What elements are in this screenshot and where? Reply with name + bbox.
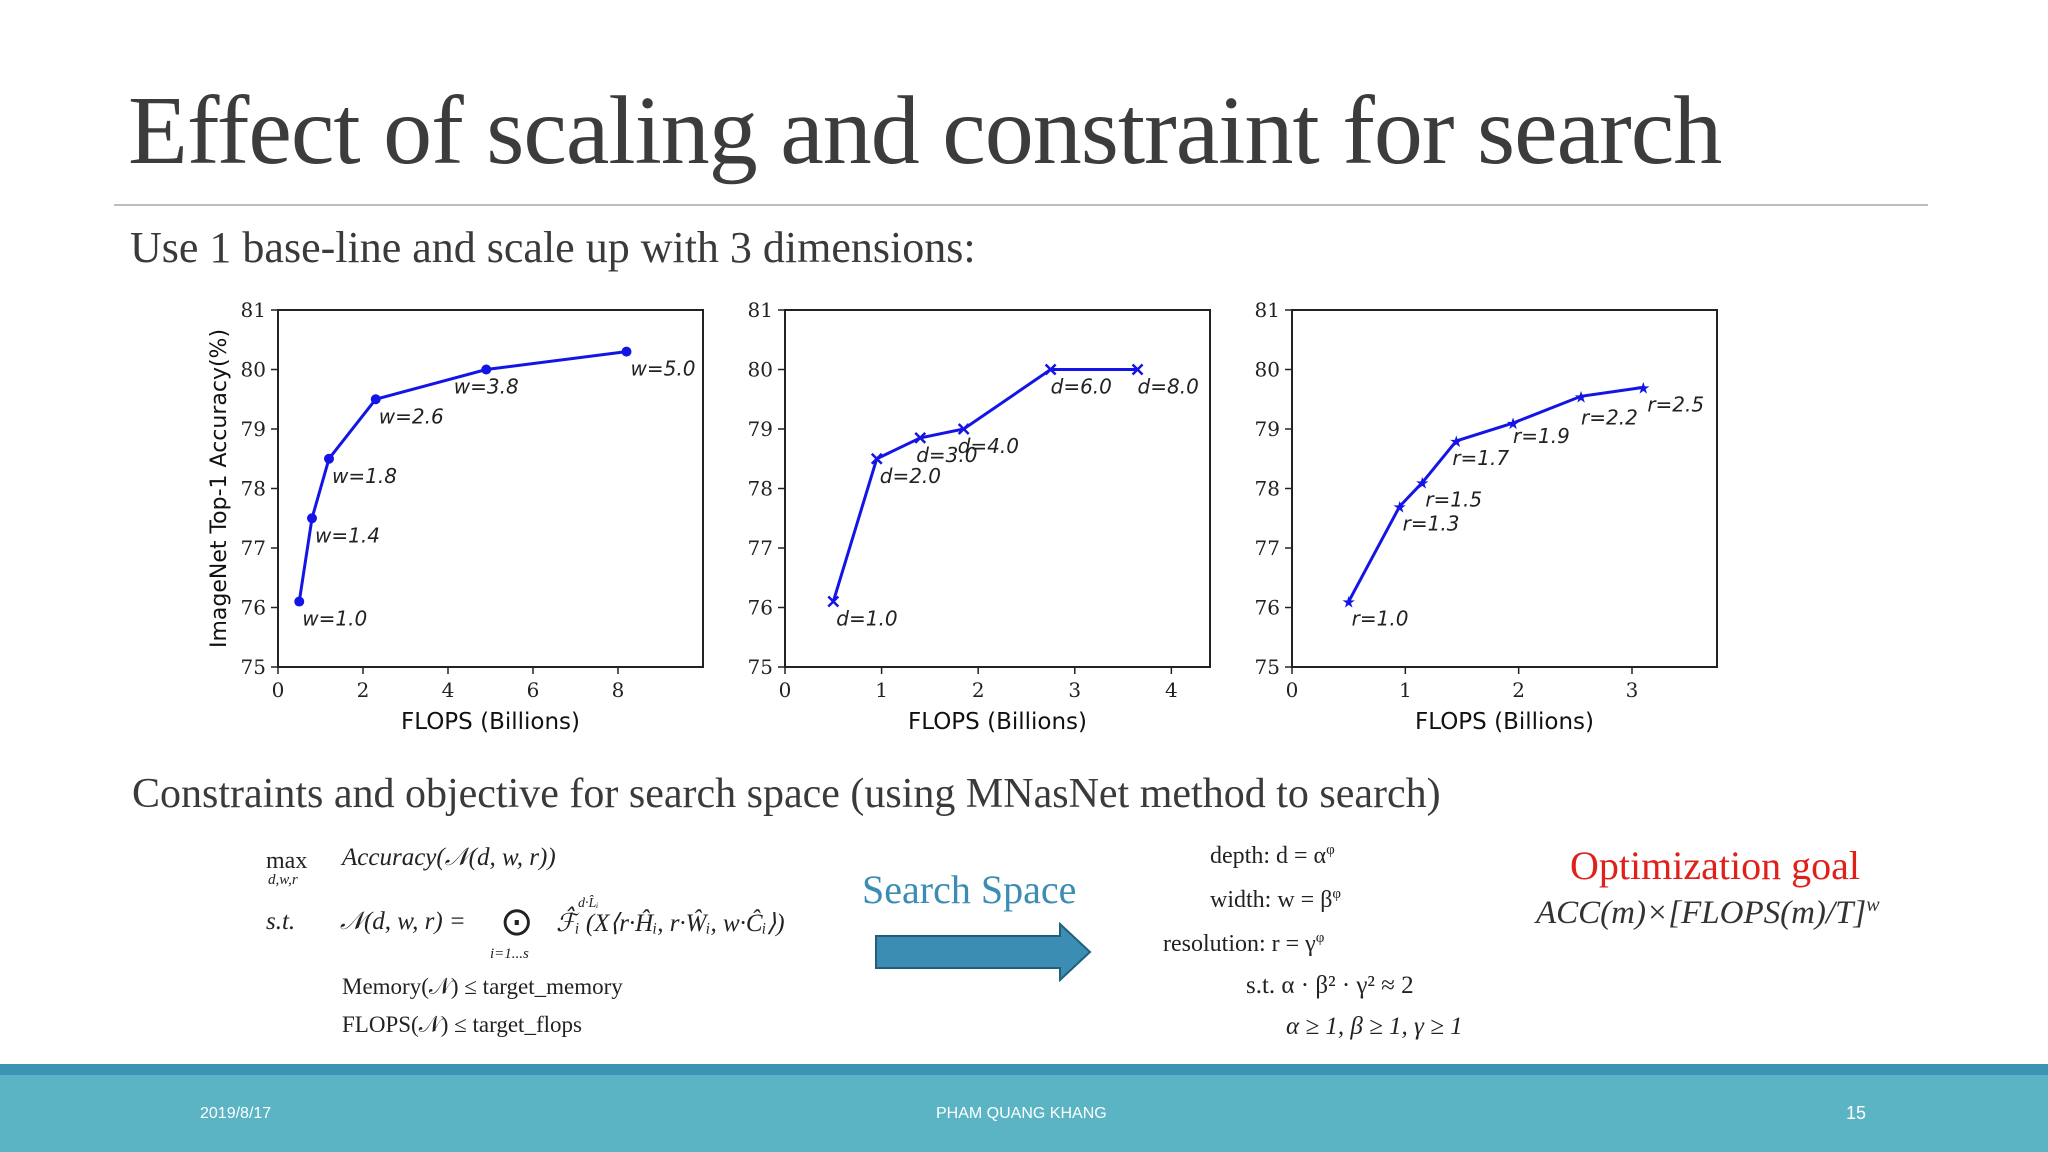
x-tick-label: 2 [971, 678, 985, 702]
formula-exp: w [1866, 894, 1880, 916]
y-tick-label: 81 [1254, 298, 1280, 322]
y-tick-label: 77 [1254, 536, 1280, 560]
st-label: s.t. [266, 908, 296, 935]
data-label: d=4.0 [957, 434, 1019, 458]
scaling-constraint: s.t. α · β² · γ² ≈ 2 [1246, 972, 1414, 999]
width-eq [1210, 886, 1341, 914]
scaling-bounds: α ≥ 1, β ≥ 1, γ ≥ 1 [1286, 1013, 1463, 1040]
resolution-exp: φ [1315, 930, 1325, 946]
y-tick-label: 80 [747, 357, 773, 382]
y-tick-label: 77 [240, 536, 266, 560]
data-label: d=3.0 [916, 442, 978, 467]
data-point [371, 394, 381, 404]
data-label: r=1.7 [1452, 445, 1510, 470]
data-label: w=1.8 [332, 463, 397, 488]
footer-date: 2019/8/17 [200, 1105, 272, 1122]
y-tick-label: 75 [747, 655, 773, 679]
data-point: ★ [1636, 378, 1651, 398]
y-tick-label: 75 [240, 655, 266, 679]
data-label: d=1.0 [836, 606, 898, 631]
data-label: w=2.6 [378, 404, 444, 429]
formula-text: ACC(m)×[FLOPS(m)/T] [1536, 895, 1867, 931]
width-exp: φ [1332, 886, 1342, 902]
objective-expr: Accuracy(𝒩(d, w, r)) [342, 844, 556, 871]
max-operator [266, 848, 307, 875]
depth-eq [1210, 842, 1335, 870]
y-axis-label: ImageNet Top-1 Accuracy(%) [207, 328, 232, 649]
data-point [294, 597, 304, 607]
optimization-formula [1536, 894, 1880, 932]
y-tick-label: 79 [747, 417, 773, 441]
footer-author: PHAM QUANG KHANG [936, 1105, 1107, 1122]
title-divider [114, 204, 1928, 206]
product-operator: ⊙ [500, 899, 534, 944]
x-tick-label: 0 [271, 678, 285, 702]
layer-expr: ℱ̂ᵢ (X⟨r·Ĥᵢ, r·Ŵᵢ, w·Ĉᵢ⟩) [556, 910, 785, 937]
data-label: r=2.2 [1581, 405, 1638, 430]
y-tick-label: 79 [1254, 417, 1280, 441]
x-tick-label: 4 [441, 678, 455, 702]
y-tick-label: 81 [240, 298, 266, 322]
data-label: w=1.0 [302, 606, 368, 631]
y-tick-label: 80 [1254, 357, 1280, 382]
footer-stripe [0, 1064, 2048, 1075]
data-point: ★ [1449, 431, 1464, 451]
optimization-goal-title: Optimization goal [1570, 843, 1860, 888]
data-point [307, 513, 317, 523]
y-tick-label: 79 [240, 417, 266, 441]
page-number: 15 [1846, 1103, 1867, 1123]
slide-subtitle: Use 1 base-line and scale up with 3 dimensions: [130, 223, 976, 272]
data-label: w=1.4 [315, 523, 380, 548]
y-tick-label: 77 [747, 536, 773, 560]
x-tick-label: 1 [875, 678, 888, 702]
y-tick-label: 75 [1254, 655, 1280, 679]
operator-range: i=1...s [490, 946, 529, 962]
right-arrow-icon [874, 922, 1092, 982]
data-point [622, 347, 632, 357]
data-point [324, 454, 334, 464]
depth-exp: φ [1326, 842, 1335, 858]
x-tick-label: 1 [1398, 678, 1412, 702]
constraints-heading: Constraints and objective for search space (using MNasNet method to search) [132, 771, 1441, 817]
max-text: max [266, 848, 308, 874]
x-tick-label: 3 [1068, 678, 1082, 702]
data-label: w=5.0 [630, 356, 696, 381]
x-tick-label: 4 [1164, 678, 1178, 702]
memory-constraint: Memory(𝒩) ≤ target_memory [342, 974, 623, 999]
scaling-charts [190, 290, 1750, 750]
depth-text: depth: d = α [1210, 843, 1327, 869]
data-label: r=1.9 [1513, 424, 1570, 449]
footer-bar [0, 1075, 2048, 1152]
x-tick-label: 8 [611, 678, 625, 702]
data-label: d=6.0 [1050, 374, 1112, 399]
data-label: w=3.8 [453, 374, 519, 399]
network-def: 𝒩(d, w, r) = [340, 908, 466, 935]
y-tick-label: 76 [747, 595, 773, 620]
width-text: width: w = β [1210, 887, 1333, 913]
x-tick-label: 2 [1512, 678, 1526, 702]
resolution-eq [1163, 930, 1324, 958]
data-point: ★ [1573, 387, 1589, 407]
x-tick-label: 6 [526, 678, 540, 702]
data-label: d=8.0 [1137, 374, 1199, 399]
y-tick-label: 78 [1254, 476, 1280, 501]
y-tick-label: 76 [1254, 595, 1280, 620]
search-space-label: Search Space [862, 867, 1077, 912]
y-tick-label: 78 [240, 476, 266, 501]
x-tick-label: 0 [1285, 678, 1299, 702]
data-label: r=1.5 [1425, 487, 1483, 512]
y-tick-label: 80 [240, 357, 266, 382]
slide-title: Effect of scaling and constraint for search [128, 77, 1722, 185]
y-tick-label: 76 [240, 595, 266, 620]
data-label: r=1.0 [1351, 606, 1409, 631]
data-point: ★ [1392, 497, 1407, 517]
y-tick-label: 78 [747, 476, 773, 501]
x-axis-label: FLOPS (Billions) [400, 709, 581, 735]
max-subscript: d,w,r [268, 872, 298, 888]
layer-superscript: d·L̂ᵢ [578, 896, 599, 911]
x-tick-label: 2 [356, 678, 370, 702]
flops-constraint: FLOPS(𝒩) ≤ target_flops [342, 1012, 582, 1037]
data-label: r=1.3 [1402, 511, 1460, 536]
x-axis-label: FLOPS (Billions) [907, 709, 1088, 735]
data-point: ★ [1341, 592, 1356, 612]
data-point: ★ [1505, 414, 1521, 434]
y-tick-label: 81 [747, 298, 773, 322]
data-point [481, 365, 491, 375]
x-tick-label: 0 [778, 678, 792, 702]
x-axis-label: FLOPS (Billions) [1414, 709, 1595, 735]
x-tick-label: 3 [1625, 678, 1639, 702]
data-label: r=2.5 [1647, 392, 1705, 417]
data-point: ★ [1415, 473, 1430, 493]
resolution-text: resolution: r = γ [1163, 931, 1316, 957]
data-label: d=2.0 [879, 463, 942, 488]
